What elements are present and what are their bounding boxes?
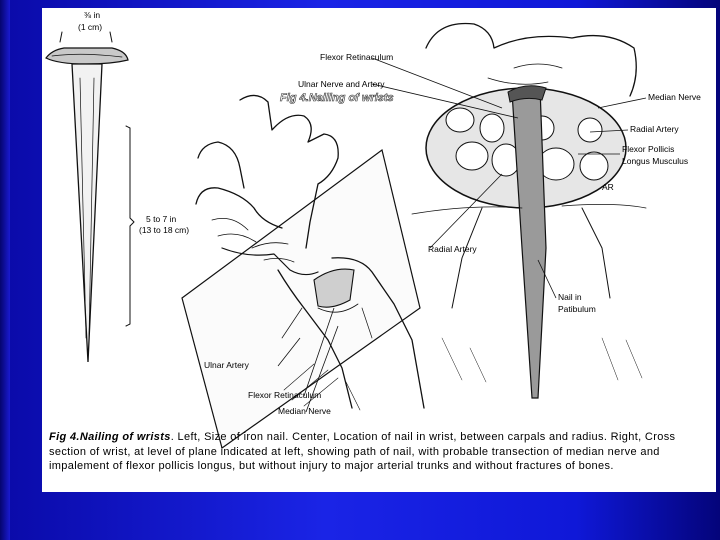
label-flexor-retinaculum-bottom: Flexor Retinaculum bbox=[248, 390, 322, 400]
iron-nail-drawing bbox=[46, 10, 189, 362]
figure-panel bbox=[42, 8, 716, 492]
nail-head-size-metric-label: (1 cm) bbox=[78, 22, 103, 32]
label-patibulum: Patibulum bbox=[558, 304, 596, 314]
label-radial-artery-right: Radial Artery bbox=[630, 124, 679, 134]
label-flexor-pollicis-2: Longus Musculus bbox=[622, 156, 689, 166]
figure-caption bbox=[49, 430, 713, 474]
nail-length-label: 5 to 7 in bbox=[146, 214, 177, 224]
label-flexor-pollicis-1: Flexor Pollicis bbox=[622, 144, 675, 154]
label-ulnar-artery: Ulnar Artery bbox=[204, 360, 249, 370]
wrist-illustration bbox=[42, 8, 716, 492]
nail-head-size-label: ⅜ in bbox=[84, 10, 101, 20]
label-median-nerve-bottom: Median Nerve bbox=[278, 406, 331, 416]
scale-mark: AR bbox=[602, 182, 614, 192]
label-ulnar-nerve-artery: Ulnar Nerve and Artery bbox=[298, 79, 385, 89]
caption-body: . Left, Size of iron nail. Center, Location of nail in wrist, between carpals and radius. Right, Cross section of wrist, at level of plane indicated at left, showing path of nail, with probable transection of median nerve and impalement of flexor pollicis longus, but without injury to major arterial trunks and without fractures of bones. bbox=[49, 431, 676, 472]
label-nail-in: Nail in bbox=[558, 292, 582, 302]
caption-title: Fig 4.Nailing of wrists bbox=[49, 431, 171, 443]
figure-watermark: Fig 4.Nailing of wrists bbox=[280, 92, 394, 104]
label-flexor-retinaculum-top: Flexor Retinaculum bbox=[320, 52, 394, 62]
slide-edge-strip bbox=[0, 0, 10, 540]
wrist-cross-section-drawing bbox=[412, 24, 646, 399]
label-median-nerve-right: Median Nerve bbox=[648, 92, 701, 102]
nail-length-metric-label: (13 to 18 cm) bbox=[139, 225, 190, 235]
label-radial-artery-mid: Radial Artery bbox=[428, 244, 477, 254]
